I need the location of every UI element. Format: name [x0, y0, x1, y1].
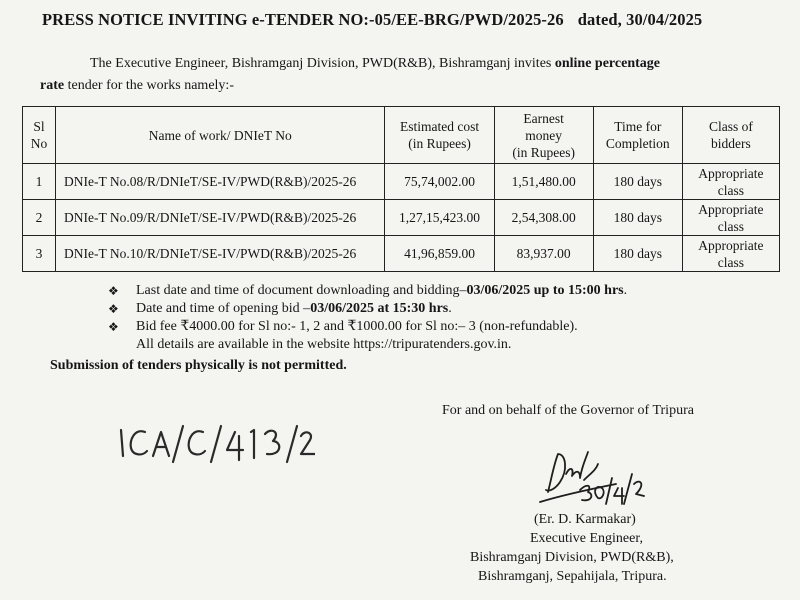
notice-title: PRESS NOTICE INVITING e-TENDER NO:-05/EE-BRG/PWD/2025-26	[42, 10, 564, 29]
row-estimated-cost: 41,96,859.00	[385, 236, 494, 272]
intro-bold-2: rate	[40, 78, 65, 93]
row-estimated-cost: 1,27,15,423.00	[385, 200, 494, 236]
intro-text-1: The Executive Engineer, Bishramganj Division, PWD(R&B), Bishramganj invites	[90, 56, 555, 71]
submission-note: Submission of tenders physically is not permitted.	[50, 358, 347, 373]
header-class-of-bidders: Class of bidders	[682, 107, 779, 164]
header-sl-no: Sl No	[23, 107, 56, 164]
list-item: ❖ Bid fee ₹4000.00 for Sl no:- 1, 2 and ₹1000.00 for Sl no:– 3 (non-refundable).	[108, 319, 578, 334]
behalf-line: For and on behalf of the Governor of Tripura	[442, 403, 694, 418]
list-item: ❖ Last date and time of document downloading and bidding–03/06/2025 up to 15:00 hrs.	[108, 283, 628, 298]
signatory-name: (Er. D. Karmakar)	[534, 512, 636, 527]
row-work-name: DNIe-T No.09/R/DNIeT/SE-IV/PWD(R&B)/2025-26	[56, 200, 385, 236]
diamond-bullet-icon: ❖	[108, 284, 119, 298]
row-class: Appropriate class	[682, 200, 779, 236]
row-class: Appropriate class	[682, 236, 779, 272]
details-line: All details are available in the website https://tripuratenders.gov.in.	[136, 337, 512, 352]
table-row	[23, 164, 780, 200]
row-earnest-money: 83,937.00	[494, 236, 593, 272]
row-class: Appropriate class	[682, 164, 779, 200]
row-time: 180 days	[593, 164, 682, 200]
intro-bold-1: online percentage	[554, 56, 660, 71]
signatory-office: Bishramganj Division, PWD(R&B),	[470, 550, 674, 565]
diamond-bullet-icon: ❖	[108, 302, 119, 316]
row-earnest-money: 2,54,308.00	[494, 200, 593, 236]
table-row	[23, 236, 780, 272]
row-earnest-money: 1,51,480.00	[494, 164, 593, 200]
list-item: ❖ Date and time of opening bid –03/06/2025 at 15:30 hrs.	[108, 301, 452, 316]
row-estimated-cost: 75,74,002.00	[385, 164, 494, 200]
signatory-designation: Executive Engineer,	[530, 531, 643, 546]
works-table	[22, 106, 780, 272]
row-sl: 1	[23, 164, 56, 200]
diamond-bullet-icon: ❖	[108, 320, 119, 334]
row-sl: 3	[23, 236, 56, 272]
row-time: 180 days	[593, 200, 682, 236]
signatory-block	[470, 510, 674, 586]
signatory-address: Bishramganj, Sepahijala, Tripura.	[478, 569, 667, 584]
table-header-row	[23, 107, 780, 164]
row-work-name: DNIe-T No.10/R/DNIeT/SE-IV/PWD(R&B)/2025-26	[56, 236, 385, 272]
header-time-for-completion: Time for Completion	[593, 107, 682, 164]
header-earnest-money: Earnest money (in Rupees)	[494, 107, 593, 164]
row-time: 180 days	[593, 236, 682, 272]
row-work-name: DNIe-T No.08/R/DNIeT/SE-IV/PWD(R&B)/2025-26	[56, 164, 385, 200]
notice-date: dated, 30/04/2025	[577, 10, 703, 29]
bullet-list	[108, 282, 627, 336]
signature	[536, 440, 646, 508]
header-name-of-work: Name of work/ DNIeT No	[56, 107, 385, 164]
notice-heading	[42, 10, 702, 30]
header-estimated-cost: Estimated cost (in Rupees)	[385, 107, 494, 164]
handwritten-reference	[115, 418, 315, 468]
intro-text-2: tender for the works namely:-	[64, 78, 234, 93]
table-row	[23, 200, 780, 236]
row-sl: 2	[23, 200, 56, 236]
intro-paragraph	[40, 53, 745, 97]
